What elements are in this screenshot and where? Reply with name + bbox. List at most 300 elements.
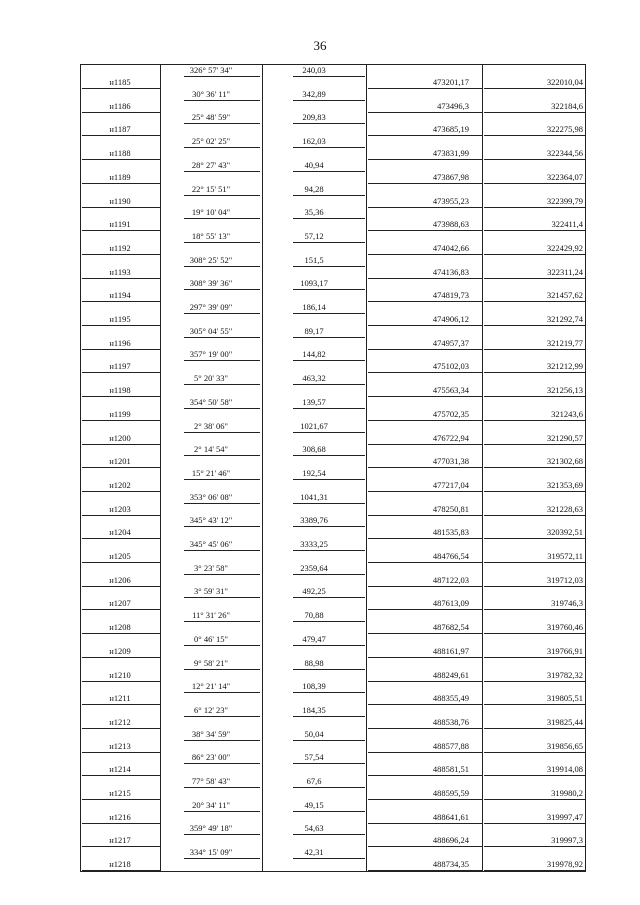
angle-underline bbox=[184, 526, 260, 527]
x-underline bbox=[368, 207, 482, 208]
x-underline bbox=[368, 230, 482, 231]
angle-underline bbox=[184, 171, 260, 172]
x-underline bbox=[368, 372, 482, 373]
point-label: н1217 bbox=[109, 835, 131, 846]
label-underline bbox=[82, 538, 160, 539]
point-x: 488538,76 bbox=[432, 716, 469, 727]
segment-distance: 492,25 bbox=[302, 586, 326, 597]
segment-distance: 2359,64 bbox=[300, 562, 328, 573]
distance-underline bbox=[293, 763, 365, 764]
distance-underline bbox=[293, 242, 365, 243]
y-underline bbox=[484, 752, 586, 753]
x-underline bbox=[368, 799, 482, 800]
y-underline bbox=[484, 278, 586, 279]
point-y: 319760,46 bbox=[546, 622, 583, 633]
x-underline bbox=[368, 562, 482, 563]
segment-angle: 9° 58' 21" bbox=[194, 657, 228, 668]
point-y: 321212,99 bbox=[546, 361, 583, 372]
point-label: н1194 bbox=[109, 290, 131, 301]
segment-distance: 479,47 bbox=[302, 633, 326, 644]
point-y: 321457,62 bbox=[546, 290, 583, 301]
distance-underline bbox=[293, 669, 365, 670]
x-underline bbox=[368, 609, 482, 610]
x-underline bbox=[368, 88, 482, 89]
segment-angle: 38° 34' 59" bbox=[191, 728, 231, 739]
y-underline bbox=[484, 230, 586, 231]
point-x: 487682,54 bbox=[432, 622, 469, 633]
segment-angle: 308° 39' 36" bbox=[189, 278, 233, 289]
distance-underline bbox=[293, 195, 365, 196]
point-y: 319980,2 bbox=[551, 788, 583, 798]
segment-distance: 3333,25 bbox=[300, 539, 328, 549]
point-y: 321302,68 bbox=[546, 456, 583, 467]
label-underline bbox=[82, 278, 160, 279]
distance-underline bbox=[293, 76, 365, 77]
point-x: 488734,35 bbox=[432, 859, 469, 870]
angle-underline bbox=[184, 384, 260, 385]
x-underline bbox=[368, 681, 482, 682]
segment-distance: 151,5 bbox=[304, 254, 324, 265]
x-underline bbox=[368, 491, 482, 492]
angle-underline bbox=[184, 337, 260, 338]
y-underline bbox=[484, 467, 586, 468]
label-underline bbox=[82, 775, 160, 776]
label-underline bbox=[82, 444, 160, 445]
y-underline bbox=[484, 704, 586, 705]
segment-angle: 2° 38' 06" bbox=[194, 420, 228, 431]
y-underline bbox=[484, 444, 586, 445]
segment-angle: 77° 58' 43" bbox=[191, 776, 231, 786]
distance-underline bbox=[293, 692, 365, 693]
distance-underline bbox=[293, 574, 365, 575]
point-y: 322311,24 bbox=[547, 266, 583, 277]
point-x: 473867,98 bbox=[432, 171, 469, 182]
angle-underline bbox=[184, 716, 260, 717]
x-underline bbox=[368, 846, 482, 847]
label-underline bbox=[82, 823, 160, 824]
distance-underline bbox=[293, 787, 365, 788]
segment-distance: 3389,76 bbox=[300, 515, 328, 526]
point-label: н1204 bbox=[109, 527, 131, 538]
segment-angle: 6° 12' 23" bbox=[194, 704, 228, 715]
x-underline bbox=[368, 420, 482, 421]
distance-underline bbox=[293, 503, 365, 504]
point-label: н1202 bbox=[109, 479, 131, 490]
segment-distance: 184,35 bbox=[302, 704, 326, 715]
label-underline bbox=[82, 325, 160, 326]
point-label: н1216 bbox=[109, 811, 131, 822]
point-x: 488595,59 bbox=[432, 788, 469, 798]
angle-underline bbox=[184, 503, 260, 504]
point-x: 484766,54 bbox=[432, 551, 469, 561]
y-underline bbox=[484, 396, 586, 397]
point-y: 319712,03 bbox=[546, 574, 583, 585]
point-label: н1189 bbox=[109, 171, 131, 182]
y-underline bbox=[484, 349, 586, 350]
x-underline bbox=[368, 728, 482, 729]
angle-underline bbox=[184, 147, 260, 148]
segment-distance: 1041,31 bbox=[300, 491, 328, 502]
y-underline bbox=[484, 799, 586, 800]
segment-distance: 186,14 bbox=[302, 302, 326, 312]
point-label: н1193 bbox=[109, 266, 131, 277]
point-label: н1191 bbox=[109, 219, 131, 230]
point-y: 319997,47 bbox=[546, 811, 583, 822]
x-underline bbox=[368, 657, 482, 658]
label-underline bbox=[82, 207, 160, 208]
label-underline bbox=[82, 704, 160, 705]
label-underline bbox=[82, 491, 160, 492]
distance-underline bbox=[293, 479, 365, 480]
point-x: 474819,73 bbox=[432, 290, 469, 301]
point-x: 474957,37 bbox=[432, 337, 469, 348]
point-label: н1205 bbox=[109, 551, 131, 561]
point-label: н1208 bbox=[109, 622, 131, 633]
y-underline bbox=[484, 88, 586, 89]
label-underline bbox=[82, 372, 160, 373]
y-underline bbox=[484, 586, 586, 587]
point-label: н1214 bbox=[109, 764, 131, 775]
y-underline bbox=[484, 135, 586, 136]
point-label: н1215 bbox=[109, 788, 131, 798]
point-y: 321256,13 bbox=[546, 385, 583, 396]
angle-underline bbox=[184, 597, 260, 598]
x-underline bbox=[368, 278, 482, 279]
x-underline bbox=[368, 301, 482, 302]
point-label: н1186 bbox=[109, 100, 131, 111]
x-underline bbox=[368, 515, 482, 516]
segment-distance: 139,57 bbox=[302, 396, 326, 407]
point-x: 475563,34 bbox=[432, 385, 469, 396]
y-underline bbox=[484, 515, 586, 516]
x-underline bbox=[368, 135, 482, 136]
label-underline bbox=[82, 183, 160, 184]
segment-distance: 57,54 bbox=[304, 752, 324, 763]
y-underline bbox=[484, 112, 586, 113]
distance-underline bbox=[293, 384, 365, 385]
distance-underline bbox=[293, 171, 365, 172]
point-label: н1206 bbox=[109, 574, 131, 585]
label-underline bbox=[82, 870, 160, 871]
point-y: 319746,3 bbox=[551, 598, 583, 609]
point-y: 321353,69 bbox=[546, 479, 583, 490]
segment-angle: 12° 21' 14" bbox=[191, 681, 231, 692]
distance-underline bbox=[293, 834, 365, 835]
distance-underline bbox=[293, 455, 365, 456]
point-x: 487122,03 bbox=[432, 574, 469, 585]
point-x: 488641,61 bbox=[432, 811, 469, 822]
distance-underline bbox=[293, 147, 365, 148]
segment-distance: 35,36 bbox=[304, 207, 324, 218]
distance-underline bbox=[293, 811, 365, 812]
point-x: 473685,19 bbox=[432, 124, 469, 135]
label-underline bbox=[82, 752, 160, 753]
y-underline bbox=[484, 207, 586, 208]
y-underline bbox=[484, 681, 586, 682]
angle-underline bbox=[184, 195, 260, 196]
point-label: н1210 bbox=[109, 669, 131, 680]
point-label: н1196 bbox=[109, 337, 131, 348]
angle-underline bbox=[184, 669, 260, 670]
segment-angle: 308° 25' 52" bbox=[189, 254, 233, 265]
point-label: н1188 bbox=[109, 148, 131, 159]
label-underline bbox=[82, 159, 160, 160]
segment-distance: 50,04 bbox=[304, 728, 324, 739]
point-label: н1187 bbox=[109, 124, 131, 135]
angle-underline bbox=[184, 692, 260, 693]
coordinates-table bbox=[80, 64, 586, 872]
segment-angle: 25° 02' 25" bbox=[191, 136, 231, 147]
angle-underline bbox=[184, 811, 260, 812]
segment-distance: 192,54 bbox=[302, 467, 326, 478]
point-x: 488249,61 bbox=[432, 669, 469, 680]
segment-distance: 94,28 bbox=[304, 183, 324, 194]
segment-angle: 305° 04' 55" bbox=[189, 325, 233, 336]
label-underline bbox=[82, 609, 160, 610]
segment-distance: 308,68 bbox=[302, 444, 326, 455]
point-label: н1185 bbox=[109, 77, 131, 87]
point-label: н1212 bbox=[109, 716, 131, 727]
angle-underline bbox=[184, 289, 260, 290]
segment-distance: 70,88 bbox=[304, 610, 324, 621]
label-underline bbox=[82, 349, 160, 350]
point-label: н1207 bbox=[109, 598, 131, 609]
point-x: 488581,51 bbox=[432, 764, 469, 775]
distance-underline bbox=[293, 289, 365, 290]
segment-distance: 463,32 bbox=[302, 373, 326, 384]
label-underline bbox=[82, 88, 160, 89]
point-y: 319914,08 bbox=[546, 764, 583, 775]
angle-underline bbox=[184, 621, 260, 622]
point-label: н1213 bbox=[109, 740, 131, 751]
label-underline bbox=[82, 681, 160, 682]
point-y: 319572,11 bbox=[547, 551, 583, 561]
label-underline bbox=[82, 420, 160, 421]
point-x: 477217,04 bbox=[432, 479, 469, 490]
point-y: 322429,92 bbox=[546, 242, 583, 253]
x-underline bbox=[368, 159, 482, 160]
distance-underline bbox=[293, 123, 365, 124]
point-label: н1203 bbox=[109, 503, 131, 514]
point-label: н1211 bbox=[109, 693, 131, 704]
label-underline bbox=[82, 633, 160, 634]
segment-angle: 3° 23' 58" bbox=[194, 562, 228, 573]
segment-angle: 2° 14' 54" bbox=[194, 444, 228, 455]
distance-underline bbox=[293, 432, 365, 433]
point-y: 321243,6 bbox=[551, 408, 583, 419]
segment-angle: 354° 50' 58" bbox=[189, 396, 233, 407]
page-number: 36 bbox=[313, 38, 327, 53]
segment-distance: 89,17 bbox=[304, 325, 324, 336]
segment-angle: 11° 31' 26" bbox=[192, 610, 230, 621]
y-underline bbox=[484, 183, 586, 184]
point-x: 487613,09 bbox=[432, 598, 469, 609]
angle-underline bbox=[184, 834, 260, 835]
segment-distance: 57,12 bbox=[304, 230, 324, 241]
angle-underline bbox=[184, 432, 260, 433]
x-underline bbox=[368, 775, 482, 776]
distance-underline bbox=[293, 337, 365, 338]
segment-angle: 20° 34' 11" bbox=[192, 799, 230, 810]
y-underline bbox=[484, 301, 586, 302]
segment-angle: 30° 36' 11" bbox=[192, 88, 230, 99]
point-x: 473831,99 bbox=[432, 148, 469, 159]
segment-angle: 86° 23' 00" bbox=[191, 752, 231, 763]
x-underline bbox=[368, 704, 482, 705]
segment-distance: 42,31 bbox=[304, 847, 324, 858]
point-x: 474906,12 bbox=[432, 314, 469, 324]
segment-angle: 25° 48' 59" bbox=[191, 112, 231, 123]
y-underline bbox=[484, 325, 586, 326]
point-label: н1201 bbox=[109, 456, 131, 467]
point-y: 321219,77 bbox=[546, 337, 583, 348]
distance-underline bbox=[293, 645, 365, 646]
point-y: 320392,51 bbox=[546, 527, 583, 538]
segment-distance: 67,6 bbox=[306, 776, 322, 786]
y-underline bbox=[484, 159, 586, 160]
label-underline bbox=[82, 657, 160, 658]
distance-underline bbox=[293, 313, 365, 314]
segment-distance: 144,82 bbox=[302, 349, 326, 360]
point-x: 477031,38 bbox=[432, 456, 469, 467]
label-underline bbox=[82, 301, 160, 302]
segment-angle: 22° 15' 51" bbox=[191, 183, 231, 194]
point-x: 473201,17 bbox=[432, 77, 469, 87]
point-y: 322184,6 bbox=[551, 100, 583, 111]
distance-underline bbox=[293, 621, 365, 622]
point-x: 478250,81 bbox=[432, 503, 469, 514]
angle-underline bbox=[184, 645, 260, 646]
point-label: н1199 bbox=[109, 408, 131, 419]
y-underline bbox=[484, 538, 586, 539]
distance-underline bbox=[293, 218, 365, 219]
point-y: 319856,65 bbox=[546, 740, 583, 751]
y-underline bbox=[484, 846, 586, 847]
point-y: 319825,44 bbox=[546, 716, 583, 727]
point-label: н1195 bbox=[109, 314, 131, 324]
angle-underline bbox=[184, 313, 260, 314]
point-y: 322275,98 bbox=[546, 124, 583, 135]
label-underline bbox=[82, 230, 160, 231]
y-underline bbox=[484, 775, 586, 776]
segment-distance: 54,63 bbox=[304, 823, 324, 834]
point-x: 473496,3 bbox=[437, 100, 469, 111]
angle-underline bbox=[184, 858, 260, 859]
angle-underline bbox=[184, 242, 260, 243]
distance-underline bbox=[293, 526, 365, 527]
label-underline bbox=[82, 515, 160, 516]
point-y: 321228,63 bbox=[546, 503, 583, 514]
y-underline bbox=[484, 372, 586, 373]
point-y: 322399,79 bbox=[546, 195, 583, 206]
point-label: н1218 bbox=[109, 859, 131, 870]
angle-underline bbox=[184, 740, 260, 741]
x-underline bbox=[368, 538, 482, 539]
x-underline bbox=[368, 870, 482, 871]
point-y: 319782,32 bbox=[546, 669, 583, 680]
x-underline bbox=[368, 349, 482, 350]
point-y: 322010,04 bbox=[546, 77, 583, 87]
distance-underline bbox=[293, 550, 365, 551]
angle-underline bbox=[184, 76, 260, 77]
segment-distance: 1021,67 bbox=[300, 420, 328, 431]
segment-angle: 0° 46' 15" bbox=[194, 633, 228, 644]
angle-underline bbox=[184, 455, 260, 456]
label-underline bbox=[82, 254, 160, 255]
x-underline bbox=[368, 752, 482, 753]
angle-underline bbox=[184, 574, 260, 575]
point-x: 481535,83 bbox=[432, 527, 469, 538]
point-x: 476722,94 bbox=[432, 432, 469, 443]
segment-angle: 297° 39' 09" bbox=[189, 302, 233, 312]
point-y: 321292,74 bbox=[546, 314, 583, 324]
point-y: 319997,3 bbox=[551, 835, 583, 846]
y-underline bbox=[484, 609, 586, 610]
point-y: 319978,92 bbox=[546, 859, 583, 870]
x-underline bbox=[368, 586, 482, 587]
point-label: н1192 bbox=[109, 242, 131, 253]
segment-distance: 162,03 bbox=[302, 136, 326, 147]
segment-angle: 353° 06' 08" bbox=[189, 491, 233, 502]
x-underline bbox=[368, 112, 482, 113]
segment-angle: 19° 10' 04" bbox=[191, 207, 231, 218]
point-x: 475702,35 bbox=[432, 408, 469, 419]
segment-distance: 49,15 bbox=[304, 799, 324, 810]
segment-angle: 359° 49' 18" bbox=[189, 823, 233, 834]
y-underline bbox=[484, 254, 586, 255]
segment-angle: 334° 15' 09" bbox=[189, 847, 233, 858]
segment-distance: 209,83 bbox=[302, 112, 326, 123]
segment-angle: 345° 45' 06" bbox=[189, 539, 233, 549]
y-underline bbox=[484, 657, 586, 658]
point-y: 319805,51 bbox=[546, 693, 583, 704]
point-label: н1200 bbox=[109, 432, 131, 443]
distance-underline bbox=[293, 858, 365, 859]
point-x: 473955,23 bbox=[432, 195, 469, 206]
x-underline bbox=[368, 325, 482, 326]
y-underline bbox=[484, 633, 586, 634]
y-underline bbox=[484, 562, 586, 563]
segment-angle: 326° 57' 34" bbox=[189, 65, 233, 75]
segment-angle: 15° 21' 46" bbox=[191, 467, 231, 478]
y-underline bbox=[484, 823, 586, 824]
y-underline bbox=[484, 420, 586, 421]
x-underline bbox=[368, 467, 482, 468]
segment-distance: 1093,17 bbox=[300, 278, 328, 289]
x-underline bbox=[368, 633, 482, 634]
distance-underline bbox=[293, 408, 365, 409]
label-underline bbox=[82, 396, 160, 397]
angle-underline bbox=[184, 408, 260, 409]
segment-angle: 5° 20' 33" bbox=[194, 373, 228, 384]
segment-distance: 240,03 bbox=[302, 65, 326, 75]
angle-underline bbox=[184, 218, 260, 219]
point-x: 488161,97 bbox=[432, 645, 469, 656]
label-underline bbox=[82, 467, 160, 468]
point-x: 473988,63 bbox=[432, 219, 469, 230]
distance-underline bbox=[293, 266, 365, 267]
angle-underline bbox=[184, 550, 260, 551]
point-x: 488577,88 bbox=[432, 740, 469, 751]
point-label: н1197 bbox=[109, 361, 131, 372]
point-y: 319766,91 bbox=[546, 645, 583, 656]
point-y: 321290,57 bbox=[546, 432, 583, 443]
label-underline bbox=[82, 846, 160, 847]
x-underline bbox=[368, 444, 482, 445]
segment-angle: 345° 43' 12" bbox=[189, 515, 233, 526]
distance-underline bbox=[293, 740, 365, 741]
point-x: 488696,24 bbox=[432, 835, 469, 846]
